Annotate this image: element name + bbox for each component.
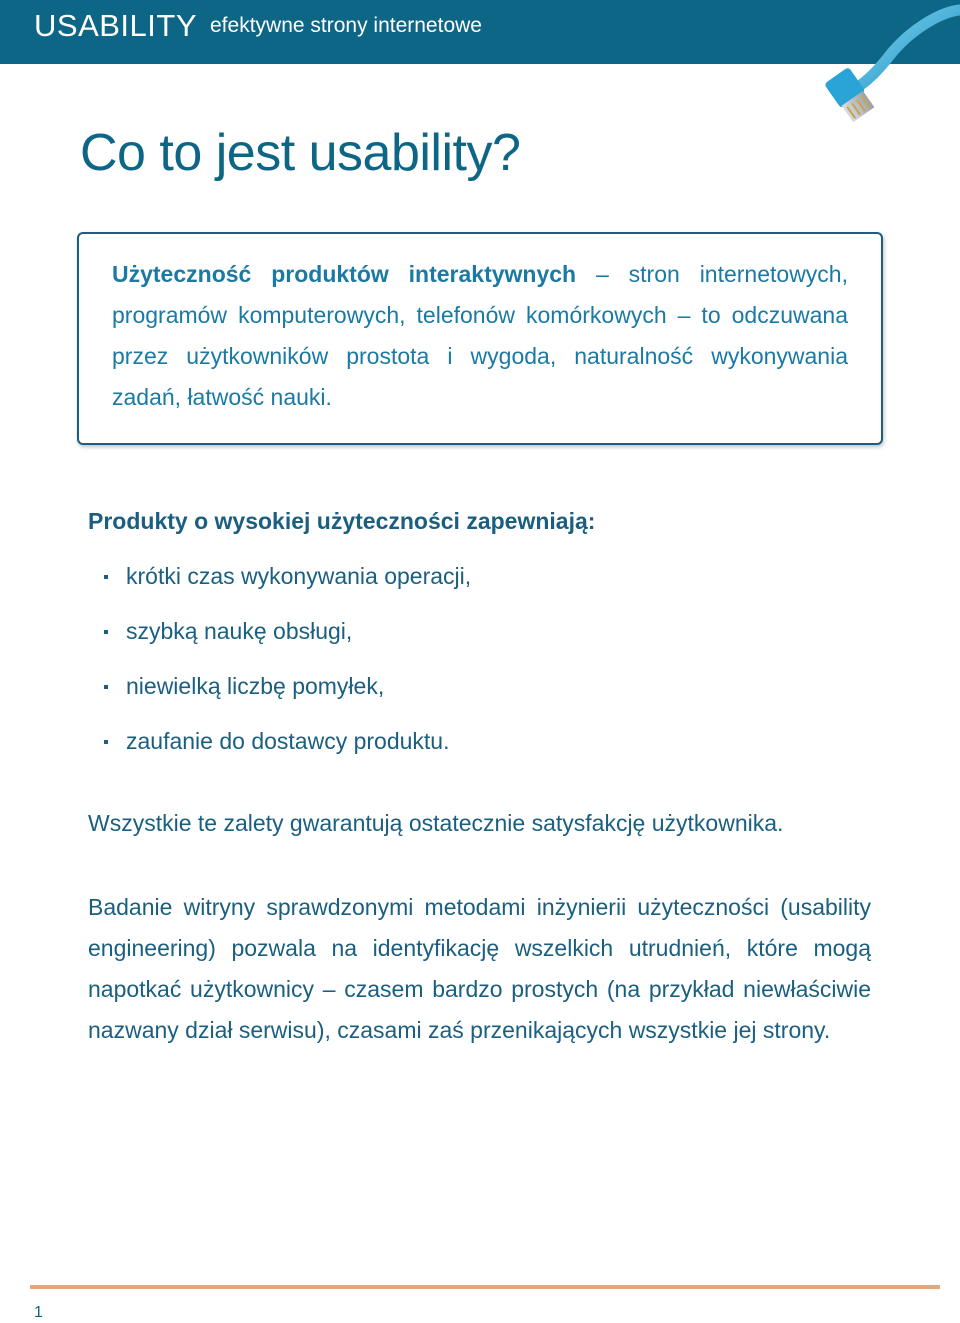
definition-box [77,232,883,445]
benefits-intro: Produkty o wysokiej użyteczności zapewniają: [88,508,596,534]
list-item-text: krótki czas wykonywania operacji, [126,563,472,589]
body-paragraph: Badanie witryny sprawdzonymi metodami inżynierii użyteczności (usability engineering) pozwala na identyfikację wszelkich utrudnień, które mogą napotkać użytkownicy – czasem bardzo prostych (na przykład niewłaściwie nazwany dział serwisu), czasami zaś przenikających wszystkie jej strony. [88,894,871,1043]
list-item-text: niewielką liczbę pomyłek, [126,673,385,699]
list-item [88,723,471,778]
definition-text [112,254,848,418]
header-title: USABILITY [34,8,197,43]
bullet-icon [104,575,108,579]
header-subtitle: efektywne strony internetowe [210,14,482,37]
bullet-icon [104,740,108,744]
definition-body: – stron internetowych, programów komputerowych, telefonów komórkowych – to odczuwana przez użytkowników prostota i wygoda, naturalność wykonywania zadań, łatwość nauki. [112,261,848,410]
definition-bold-lead: Użyteczność produktów interaktywnych [112,261,577,287]
page-title: Co to jest usability? [80,124,521,182]
summary-text: Wszystkie te zalety gwarantują ostatecznie satysfakcję użytkownika. [88,810,784,836]
benefits-list [88,558,471,778]
footer-rule [30,1285,940,1289]
bullet-icon [104,630,108,634]
page-number: 1 [34,1304,43,1321]
network-cable-icon [790,0,960,140]
list-item [88,613,471,668]
list-item-text: szybką naukę obsługi, [126,618,353,644]
bullet-icon [104,685,108,689]
list-item-text: zaufanie do dostawcy produktu. [126,728,450,754]
list-item [88,558,471,613]
list-item [88,668,471,723]
